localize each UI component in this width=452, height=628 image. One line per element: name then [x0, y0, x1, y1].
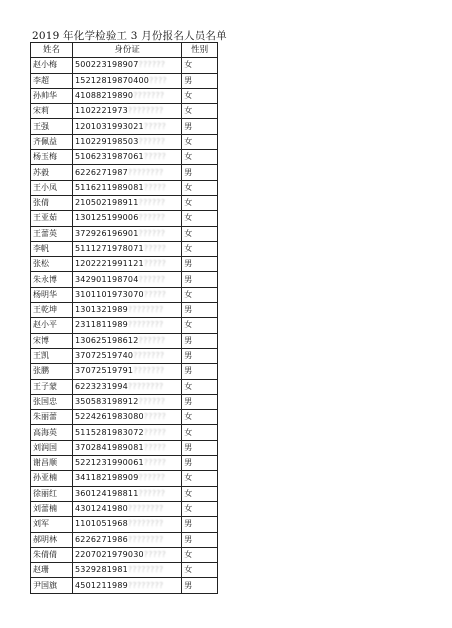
table-row [31, 119, 218, 134]
table-row [31, 563, 218, 578]
id-masked-digits: ???????? [127, 381, 164, 391]
id-visible-digits: 1102221973 [75, 106, 128, 116]
id-visible-digits: 5221231990061 [75, 458, 144, 468]
cell-id-number [73, 471, 182, 486]
table-row [31, 73, 218, 88]
table-row [31, 318, 218, 333]
id-visible-digits: 110229198503 [75, 136, 139, 146]
table-row [31, 88, 218, 103]
id-masked-digits: ???????? [127, 320, 164, 330]
cell-id-number [73, 425, 182, 440]
table-row [31, 578, 218, 593]
cell-id-number [73, 165, 182, 180]
cell-name: 张鹏 [31, 364, 73, 379]
cell-id-number [73, 440, 182, 455]
table-row [31, 165, 218, 180]
cell-sex: 男 [182, 440, 218, 455]
table-row [31, 456, 218, 471]
cell-id-number [73, 272, 182, 287]
table-row [31, 333, 218, 348]
cell-name: 张倩 [31, 195, 73, 210]
cell-sex: 男 [182, 272, 218, 287]
id-visible-digits: 5106231987061 [75, 152, 144, 162]
cell-id-number [73, 486, 182, 501]
id-masked-digits: ????? [143, 289, 167, 299]
cell-sex: 女 [182, 486, 218, 501]
id-visible-digits: 2311811989 [75, 320, 128, 330]
id-masked-digits: ?????? [138, 213, 166, 223]
table-row [31, 486, 218, 501]
id-visible-digits: 15212819870400 [75, 75, 150, 85]
id-visible-digits: 5115281983072 [75, 427, 144, 437]
id-visible-digits: 37072519740 [75, 351, 134, 361]
cell-id-number [73, 303, 182, 318]
id-masked-digits: ????? [143, 427, 167, 437]
id-masked-digits: ?????? [138, 228, 166, 238]
cell-sex: 女 [182, 150, 218, 165]
id-visible-digits: 37072519791 [75, 366, 134, 376]
cell-id-number [73, 287, 182, 302]
cell-name: 苏毅 [31, 165, 73, 180]
id-masked-digits: ?????? [138, 396, 166, 406]
cell-name: 王小凤 [31, 180, 73, 195]
cell-sex: 女 [182, 287, 218, 302]
cell-name: 王乾坤 [31, 303, 73, 318]
id-visible-digits: 6223231994 [75, 381, 128, 391]
table-row [31, 501, 218, 516]
cell-id-number [73, 180, 182, 195]
cell-name: 李超 [31, 73, 73, 88]
cell-id-number [73, 501, 182, 516]
table-row [31, 180, 218, 195]
cell-name: 刘润国 [31, 440, 73, 455]
header-id-number: 身份证 [73, 43, 182, 58]
table-header-row [31, 43, 218, 58]
table-row [31, 287, 218, 302]
cell-name: 王凯 [31, 348, 73, 363]
cell-id-number [73, 517, 182, 532]
cell-id-number [73, 379, 182, 394]
table-row [31, 425, 218, 440]
cell-name: 杨玉梅 [31, 150, 73, 165]
id-visible-digits: 3101101973070 [75, 289, 144, 299]
cell-name: 尹国旗 [31, 578, 73, 593]
table-row [31, 58, 218, 73]
id-visible-digits: 130625198612 [75, 335, 139, 345]
table-row [31, 410, 218, 425]
table-row [31, 241, 218, 256]
cell-sex: 男 [182, 348, 218, 363]
id-masked-digits: ?????? [138, 473, 166, 483]
table-row [31, 348, 218, 363]
id-masked-digits: ???????? [127, 534, 164, 544]
cell-id-number [73, 134, 182, 149]
id-masked-digits: ???????? [127, 565, 164, 575]
cell-sex: 女 [182, 195, 218, 210]
cell-id-number [73, 318, 182, 333]
id-masked-digits: ?????? [138, 488, 166, 498]
cell-sex: 女 [182, 501, 218, 516]
cell-id-number [73, 456, 182, 471]
table-row [31, 517, 218, 532]
id-masked-digits: ????? [143, 259, 167, 269]
cell-id-number [73, 348, 182, 363]
id-visible-digits: 500223198907 [75, 60, 139, 70]
table-row [31, 547, 218, 562]
table-row [31, 532, 218, 547]
id-visible-digits: 5111271978071 [75, 244, 144, 253]
id-visible-digits: 130125199006 [75, 213, 139, 223]
cell-name: 朱倩倩 [31, 547, 73, 562]
cell-name: 孙亚楠 [31, 471, 73, 486]
cell-sex: 女 [182, 180, 218, 195]
cell-id-number [73, 150, 182, 165]
id-masked-digits: ????? [143, 152, 167, 162]
cell-id-number [73, 394, 182, 409]
id-masked-digits: ?????? [138, 136, 166, 146]
id-masked-digits: ????? [143, 458, 167, 468]
cell-id-number [73, 563, 182, 578]
cell-id-number [73, 578, 182, 593]
id-visible-digits: 5224261983080 [75, 412, 144, 422]
cell-id-number [73, 211, 182, 226]
cell-sex: 男 [182, 394, 218, 409]
cell-sex: 女 [182, 104, 218, 119]
table-row [31, 440, 218, 455]
cell-sex: 男 [182, 578, 218, 593]
cell-name: 刘军 [31, 517, 73, 532]
table-row [31, 394, 218, 409]
id-visible-digits: 1201031993021 [75, 121, 144, 131]
applicant-table [30, 42, 218, 594]
cell-name: 孙帅华 [31, 88, 73, 103]
table-row [31, 364, 218, 379]
header-sex: 性别 [182, 43, 218, 58]
id-visible-digits: 372926196901 [75, 228, 139, 238]
cell-sex: 女 [182, 471, 218, 486]
cell-sex: 女 [182, 226, 218, 241]
id-visible-digits: 6226271987 [75, 167, 128, 177]
cell-name: 张松 [31, 257, 73, 272]
id-visible-digits: 41088219890 [75, 91, 134, 101]
cell-sex: 男 [182, 303, 218, 318]
cell-sex: 女 [182, 410, 218, 425]
cell-sex: 女 [182, 563, 218, 578]
cell-name: 杨明华 [31, 287, 73, 302]
cell-name: 赵珊 [31, 563, 73, 578]
id-masked-digits: ???? [149, 75, 167, 85]
id-masked-digits: ???????? [127, 106, 164, 116]
table-row [31, 303, 218, 318]
id-visible-digits: 342901198704 [75, 274, 139, 284]
cell-sex: 女 [182, 88, 218, 103]
table-row [31, 272, 218, 287]
cell-id-number [73, 88, 182, 103]
id-masked-digits: ????? [143, 182, 167, 192]
cell-id-number [73, 241, 182, 256]
table-row [31, 226, 218, 241]
id-visible-digits: 210502198911 [75, 198, 139, 208]
id-masked-digits: ?????? [138, 198, 166, 208]
cell-name: 齐佩益 [31, 134, 73, 149]
cell-name: 王强 [31, 119, 73, 134]
cell-sex: 男 [182, 257, 218, 272]
cell-name: 高海英 [31, 425, 73, 440]
cell-id-number [73, 333, 182, 348]
id-visible-digits: 1301321989 [75, 305, 128, 315]
cell-id-number [73, 532, 182, 547]
id-masked-digits: ????? [143, 121, 167, 131]
id-masked-digits: ???????? [127, 167, 164, 177]
cell-sex: 女 [182, 379, 218, 394]
cell-id-number [73, 364, 182, 379]
id-visible-digits: 2207021979030 [75, 549, 144, 559]
cell-id-number [73, 104, 182, 119]
cell-sex: 女 [182, 318, 218, 333]
id-visible-digits: 350583198912 [75, 396, 139, 406]
id-visible-digits: 4501211989 [75, 580, 128, 590]
cell-sex: 女 [182, 58, 218, 73]
id-visible-digits: 5116211989081 [75, 182, 144, 192]
cell-sex: 男 [182, 532, 218, 547]
cell-name: 宋博 [31, 333, 73, 348]
cell-id-number [73, 547, 182, 562]
document-title: 2019 年化学检验工 3 月份报名人员名单 [32, 30, 227, 42]
id-visible-digits: 1202221991121 [75, 259, 144, 269]
cell-sex: 男 [182, 517, 218, 532]
cell-sex: 男 [182, 119, 218, 134]
id-masked-digits: ????? [143, 412, 167, 422]
table-row [31, 471, 218, 486]
cell-id-number [73, 73, 182, 88]
id-masked-digits: ????? [143, 244, 167, 253]
cell-id-number [73, 195, 182, 210]
cell-id-number [73, 257, 182, 272]
cell-name: 宋莉 [31, 104, 73, 119]
cell-sex: 女 [182, 211, 218, 226]
cell-sex: 女 [182, 241, 218, 256]
cell-id-number [73, 119, 182, 134]
cell-id-number [73, 226, 182, 241]
cell-name: 谢昌顺 [31, 456, 73, 471]
cell-sex: 男 [182, 364, 218, 379]
table-row [31, 104, 218, 119]
id-masked-digits: ???????? [127, 305, 164, 315]
cell-id-number [73, 410, 182, 425]
cell-name: 李帆 [31, 241, 73, 256]
id-visible-digits: 6226271986 [75, 534, 128, 544]
cell-name: 刘蕾楠 [31, 501, 73, 516]
id-masked-digits: ???????? [127, 519, 164, 529]
cell-name: 王蕾英 [31, 226, 73, 241]
cell-name: 徐丽红 [31, 486, 73, 501]
cell-sex: 男 [182, 73, 218, 88]
cell-name: 朱永博 [31, 272, 73, 287]
cell-sex: 女 [182, 425, 218, 440]
id-masked-digits: ??????? [133, 351, 165, 361]
cell-name: 张国忠 [31, 394, 73, 409]
id-masked-digits: ??????? [133, 91, 165, 101]
cell-sex: 女 [182, 134, 218, 149]
id-masked-digits: ?????? [138, 60, 166, 70]
cell-name: 赵小平 [31, 318, 73, 333]
id-visible-digits: 5329281981 [75, 565, 128, 575]
id-masked-digits: ????? [143, 549, 167, 559]
id-masked-digits: ???????? [127, 504, 164, 514]
table-row [31, 134, 218, 149]
cell-sex: 男 [182, 456, 218, 471]
id-masked-digits: ????? [143, 442, 167, 452]
id-masked-digits: ?????? [138, 274, 166, 284]
cell-name: 王子蒙 [31, 379, 73, 394]
table-row [31, 150, 218, 165]
cell-sex: 男 [182, 333, 218, 348]
id-visible-digits: 341182198909 [75, 473, 139, 483]
cell-name: 王亚茹 [31, 211, 73, 226]
table-body [31, 58, 218, 593]
cell-sex: 女 [182, 547, 218, 562]
cell-name: 郝明林 [31, 532, 73, 547]
header-name: 姓名 [31, 43, 73, 58]
table-row [31, 379, 218, 394]
id-visible-digits: 1101051968 [75, 519, 128, 529]
table-row [31, 257, 218, 272]
id-visible-digits: 4301241980 [75, 504, 128, 514]
table-row [31, 211, 218, 226]
id-masked-digits: ?????? [138, 335, 166, 345]
cell-name: 赵小梅 [31, 58, 73, 73]
cell-name: 朱丽蕾 [31, 410, 73, 425]
cell-sex: 男 [182, 165, 218, 180]
id-visible-digits: 3702841989081 [75, 442, 144, 452]
cell-id-number [73, 58, 182, 73]
id-visible-digits: 360124198811 [75, 488, 139, 498]
table-row [31, 195, 218, 210]
id-masked-digits: ???????? [127, 580, 164, 590]
id-masked-digits: ??????? [133, 366, 165, 376]
